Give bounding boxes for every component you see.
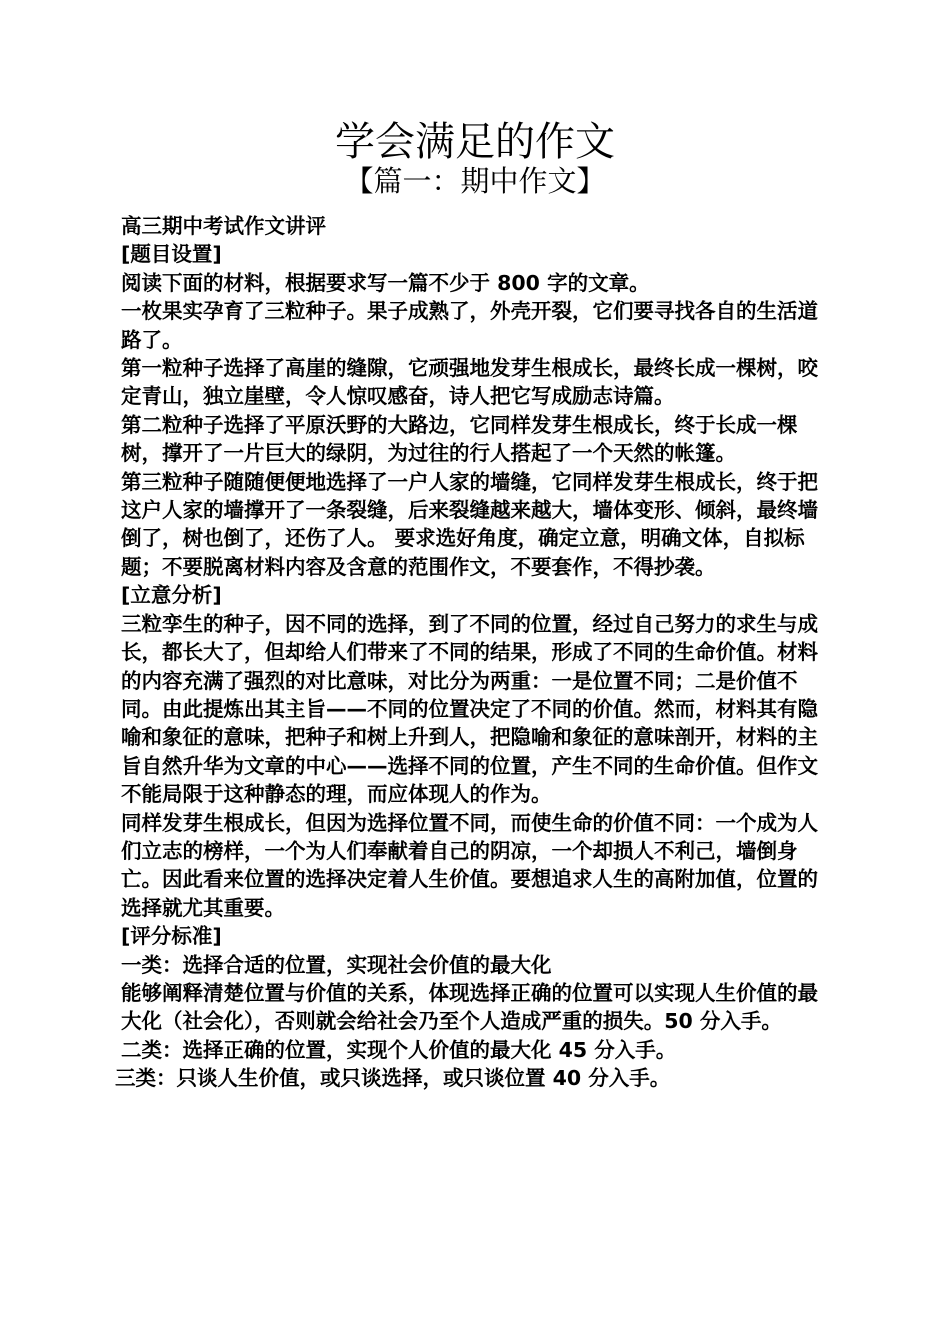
- document-title: 学会满足的作文: [335, 119, 615, 165]
- section-label-analysis: [立意分析]: [121, 583, 222, 608]
- paragraph-seed-two: 第二粒种子选择了平原沃野的大路边，它同样发芽生根成长，终于长成一棵树，撑开了一片巨大的绿阴，为过往的行人搭起了一个天然的帐篷。: [121, 412, 798, 466]
- document-body: [115, 212, 837, 1093]
- section-heading-lecture: 高三期中考试作文讲评: [121, 214, 326, 238]
- section-label-scoring: [评分标准]: [121, 924, 222, 949]
- paragraph-analysis-continued: 同样发芽生根成长，但因为选择位置不同，而使生命的价值不同：一个成为人们立志的榜样，一个为人们奉献着自己的阴凉，一个却损人不利己，墙倒身亡。因此看来位置的选择决定着人生价值。要想追求人生的高附加值，位置的选择就尤其重要。: [121, 810, 818, 920]
- paragraph-grade-two: 二类：选择正确的位置，实现个人价值的最大化 45 分入手。: [121, 1037, 677, 1062]
- paragraph-instruction: 阅读下面的材料，根据要求写一篇不少于 800 字的文章。: [121, 270, 650, 295]
- paragraph-grade-three: 三类：只谈人生价值，或只谈选择，或只谈位置 40 分入手。: [115, 1066, 671, 1091]
- paragraph-seed-one: 第一粒种子选择了高崖的缝隙，它顽强地发芽生根成长，最终长成一棵树，咬定青山，独立崖壁，令人惊叹感奋，诗人把它写成励志诗篇。: [121, 356, 818, 409]
- paragraph-material-intro: 一枚果实孕育了三粒种子。果子成熟了，外壳开裂，它们要寻找各自的生活道路了。: [121, 299, 818, 352]
- document-subtitle: 【篇一：期中作文】: [344, 164, 606, 198]
- paragraph-seed-three: 第三粒种子随随便便地选择了一户人家的墙缝，它同样发芽生根成长，终于把这户人家的墙撑开了一条裂缝，后来裂缝越来越大，墙体变形、倾斜，最终墙倒了，树也倒了，还伤了人。 要求选好角度，确定立意，明确文体，自拟标题；不要脱离材料内容及含意的范围作文，不要套作，不得抄袭。: [121, 469, 818, 579]
- paragraph-grade-one-detail: 能够阐释清楚位置与价值的关系，体现选择正确的位置可以实现人生价值的最大化（社会化），否则就会给社会乃至个人造成严重的损失。50 分入手。: [121, 980, 818, 1034]
- paragraph-analysis: 三粒孪生的种子，因不同的选择，到了不同的位置，经过自己努力的求生与成长，都长大了，但却给人们带来了不同的结果，形成了不同的生命价值。材料的内容充满了强烈的对比意味，对比分为两重：一是位置不同；二是价值不同。由此提炼出其主旨——不同的位置决定了不同的价值。然而，材料其有隐喻和象征的意味，把种子和树上升到人，把隐喻和象征的意味剖开，材料的主旨自然升华为文章的中心——选择不同的位置，产生不同的生命价值。但作文不能局限于这种静态的理，而应体现人的作为。: [121, 611, 818, 807]
- section-label-topic: [题目设置]: [121, 242, 222, 267]
- paragraph-grade-one: 一类：选择合适的位置，实现社会价值的最大化: [121, 952, 552, 977]
